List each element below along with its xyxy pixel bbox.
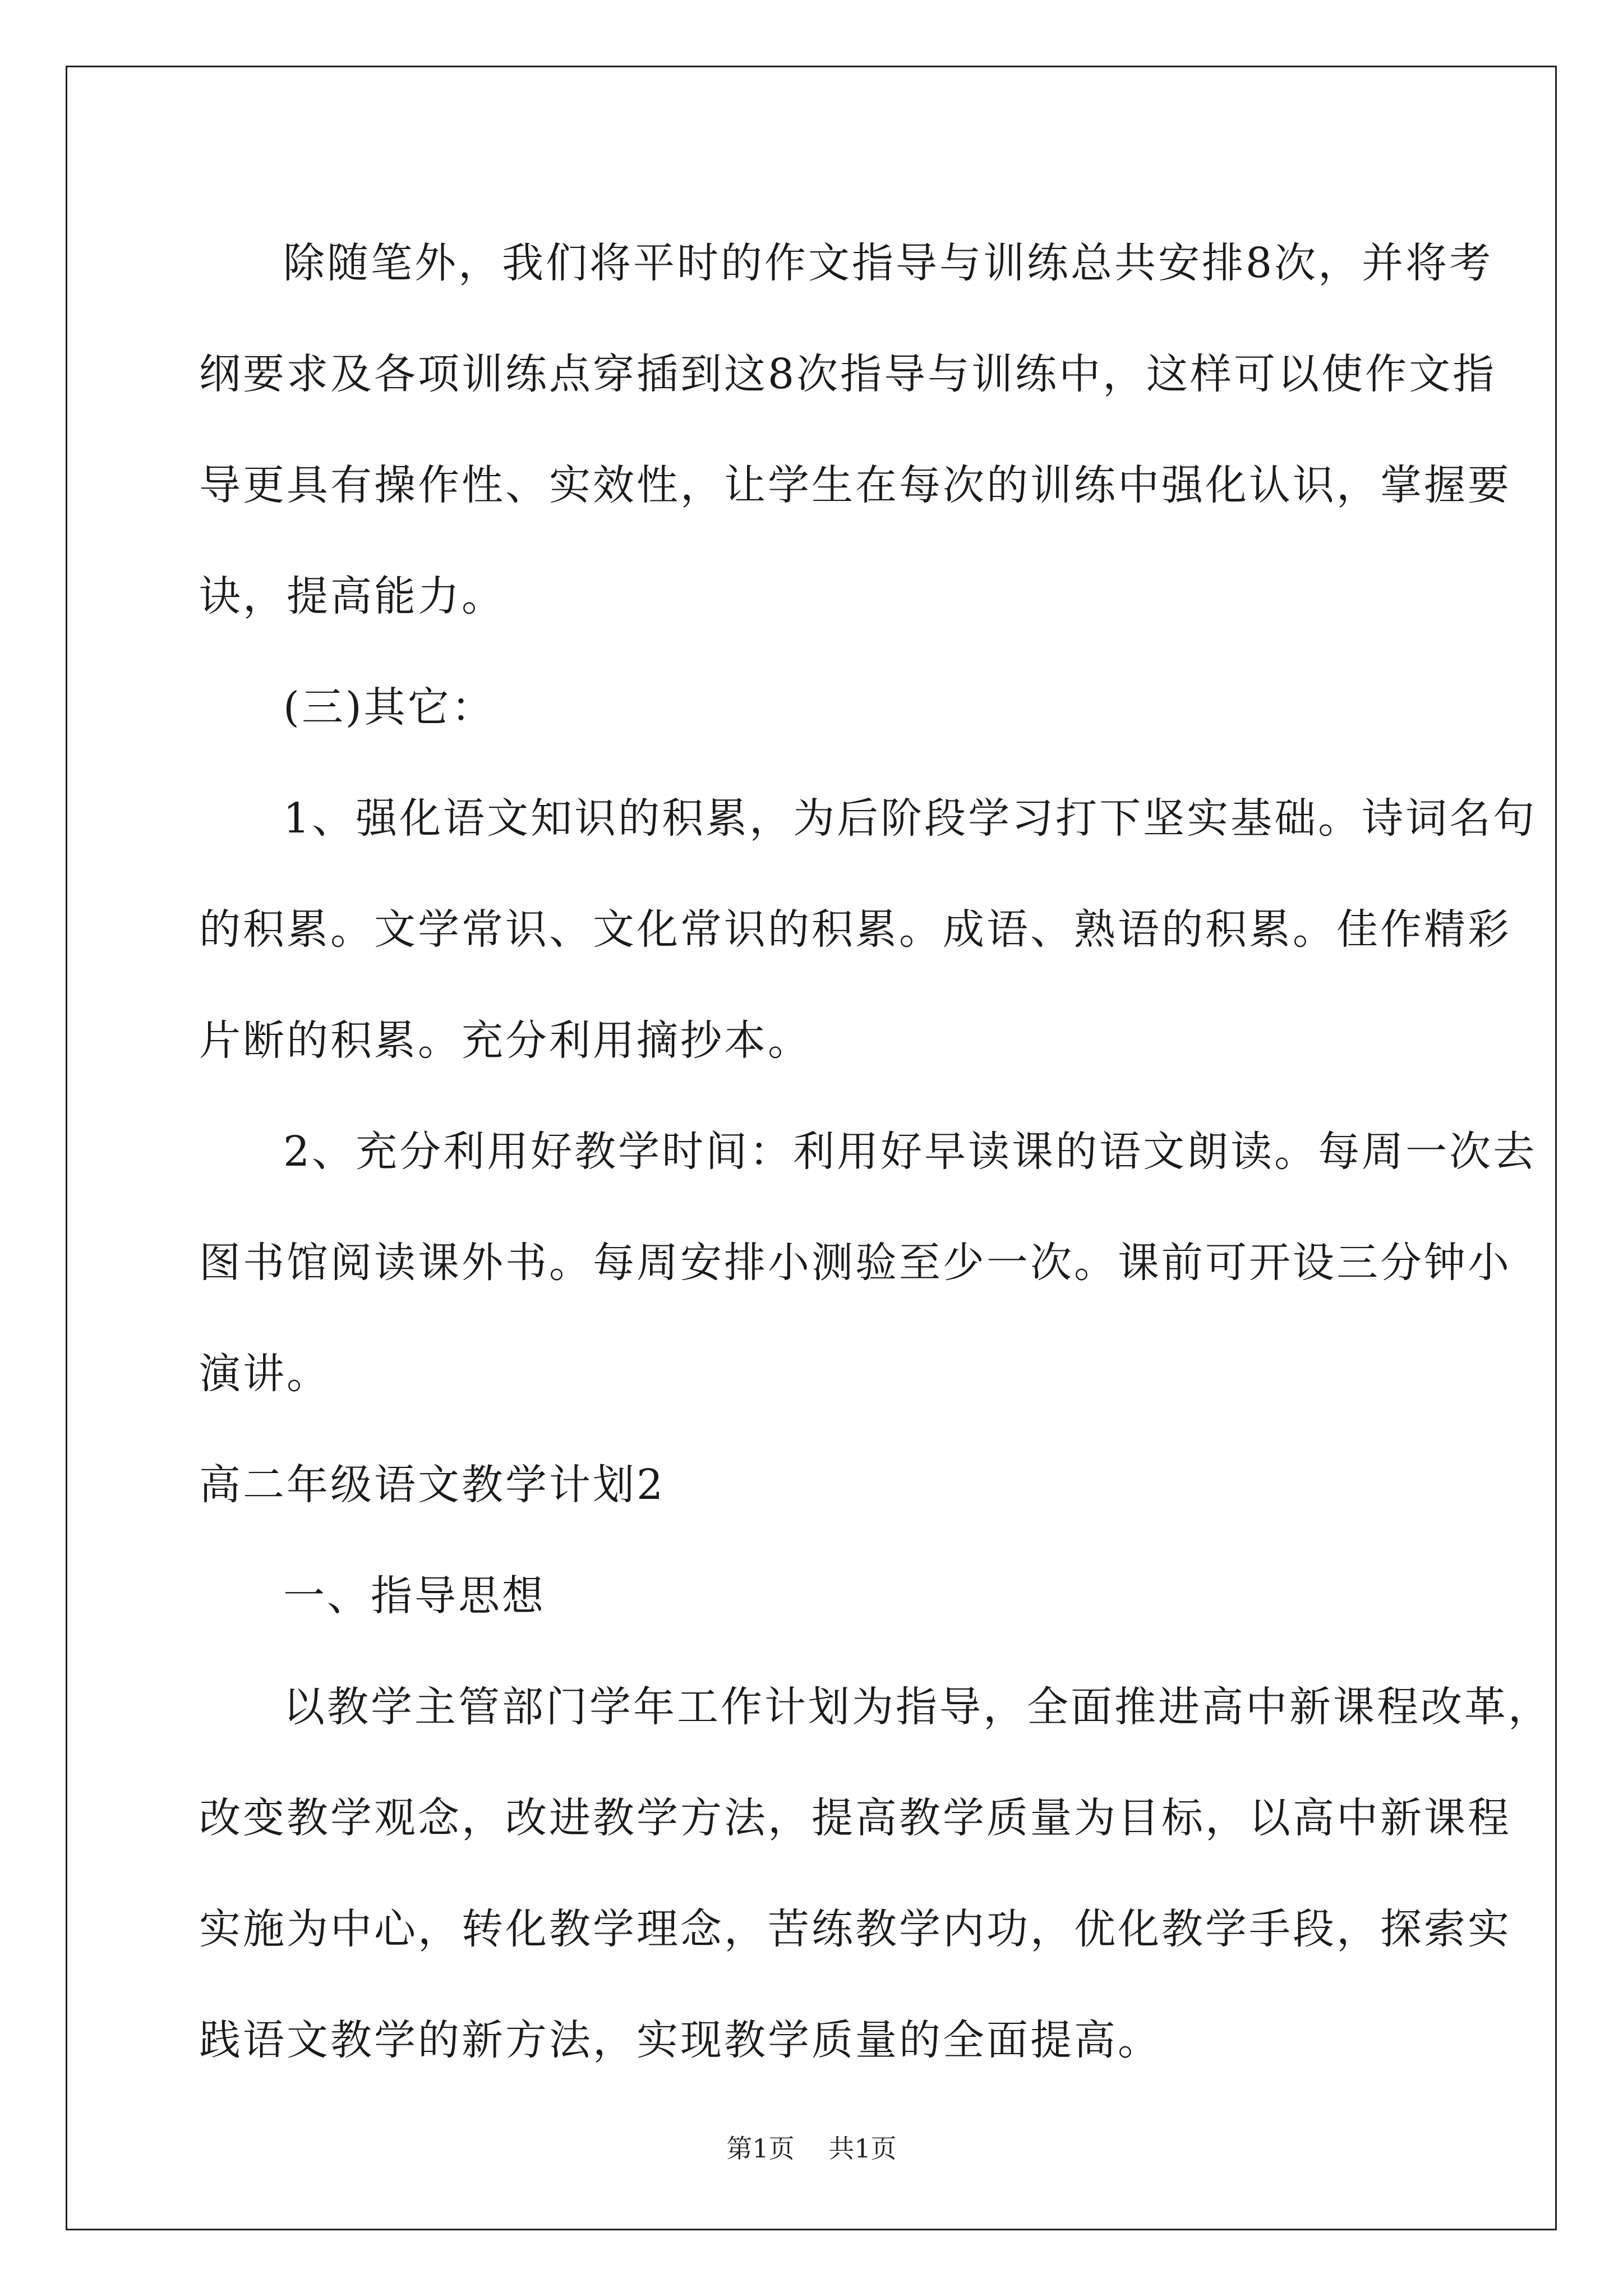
text-line: 诀，提高能力。 [199, 572, 505, 620]
text-line: 除随笔外，我们将平时的作文指导与训练总共安排8次，并将考 [283, 239, 1493, 287]
text-line: 导更具有操作性、实效性，让学生在每次的训练中强化认识，掌握要 [199, 461, 1511, 509]
text-line: 践语文教学的新方法，实现教学质量的全面提高。 [199, 2016, 1161, 2064]
section-heading: 一、指导思想 [283, 1572, 546, 1620]
text-line: 1、强化语文知识的积累，为后阶段学习打下坚实基础。诗词名句 [283, 794, 1537, 843]
text-line: 图书馆阅读课外书。每周安排小测验至少一次。课前可开设三分钟小 [199, 1239, 1511, 1287]
document-title: 高二年级语文教学计划2 [199, 1461, 666, 1509]
text-line: 纲要求及各项训练点穿插到这8次指导与训练中，这样可以使作文指 [199, 350, 1497, 398]
text-line: 2、充分利用好教学时间：利用好早读课的语文朗读。每周一次去 [283, 1128, 1537, 1176]
section-heading: (三)其它： [283, 683, 495, 731]
text-line: 片断的积累。充分利用摘抄本。 [199, 1016, 811, 1065]
text-line: 的积累。文学常识、文化常识的积累。成语、熟语的积累。佳作精彩 [199, 905, 1511, 954]
document-body [199, 208, 1552, 2096]
text-line: 演讲。 [199, 1350, 330, 1398]
text-line: 以教学主管部门学年工作计划为指导，全面推进高中新课程改革， [283, 1683, 1552, 1731]
page-footer [0, 2132, 1623, 2165]
text-line: 实施为中心，转化教学理念，苦练教学内功，优化教学手段，探索实 [199, 1905, 1511, 1953]
page-number: 第1页 [726, 2133, 795, 2164]
page-total: 共1页 [828, 2133, 897, 2164]
text-line: 改变教学观念，改进教学方法，提高教学质量为目标，以高中新课程 [199, 1794, 1511, 1842]
